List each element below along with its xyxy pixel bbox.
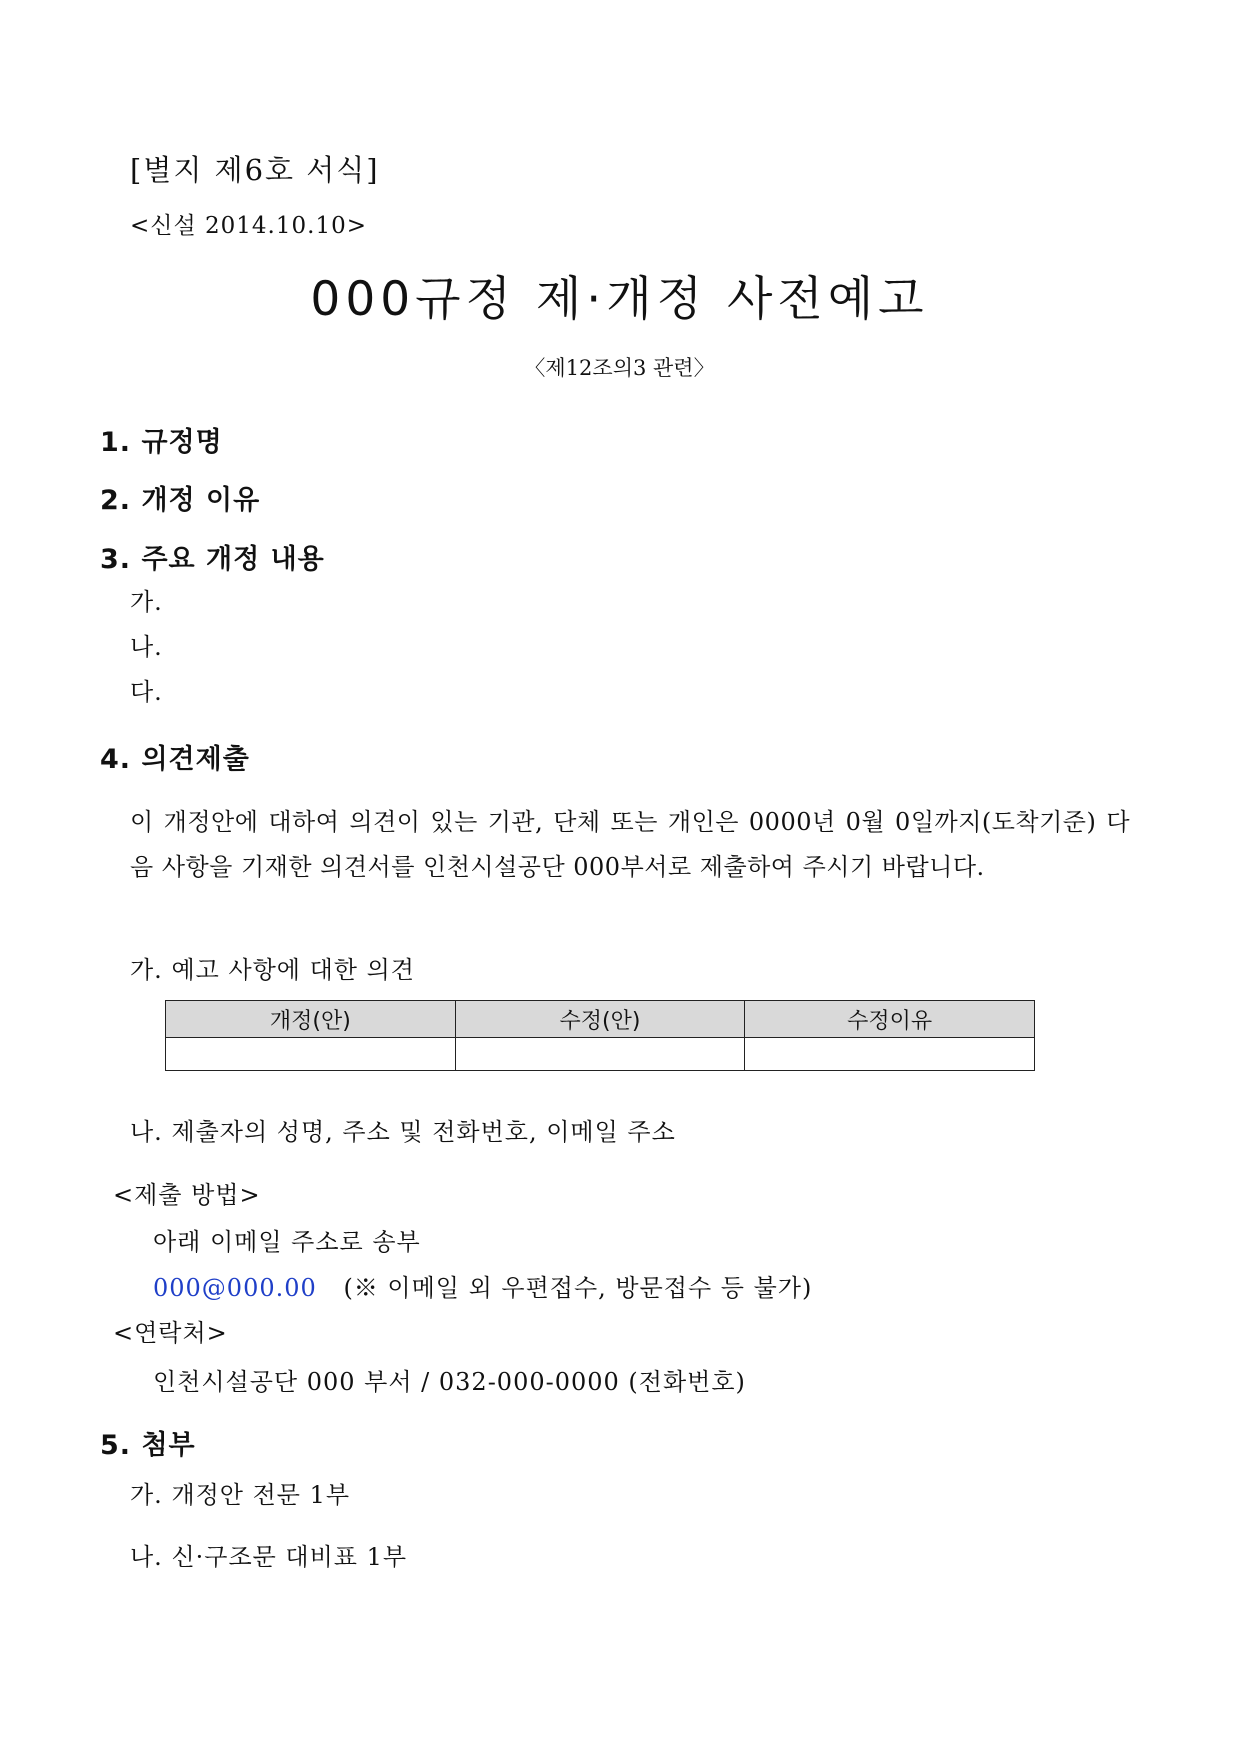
contact-text: 인천시설공단 000 부서 / 032-000-0000 (전화번호) [153, 1368, 746, 1396]
email-link[interactable]: 000@000.00 [153, 1274, 317, 1302]
submit-method-text: 아래 이메일 주소로 송부 [153, 1228, 421, 1256]
table-cell-reason[interactable] [745, 1038, 1035, 1071]
section-3-item-a: 가. [130, 588, 163, 616]
section-2-heading: 2. 개정 이유 [100, 485, 261, 516]
section-4-item-a: 가. 예고 사항에 대한 의견 [130, 956, 415, 984]
contact-label: <연락처> [113, 1319, 228, 1347]
email-note: (※ 이메일 외 우편접수, 방문접수 등 불가) [343, 1274, 813, 1302]
section-1-heading: 1. 규정명 [100, 427, 223, 458]
table-cell-draft[interactable] [166, 1038, 456, 1071]
submit-method-label: <제출 방법> [113, 1181, 261, 1209]
email-line [153, 1268, 812, 1303]
section-5-item-a: 가. 개정안 전문 1부 [130, 1481, 351, 1509]
created-date: <신설 2014.10.10> [130, 213, 367, 239]
page-subtitle: 〈제12조의3 관련〉 [524, 356, 715, 380]
section-3-heading: 3. 주요 개정 내용 [100, 544, 325, 575]
table-cell-revision[interactable] [455, 1038, 745, 1071]
section-4-paragraph: 이 개정안에 대하여 의견이 있는 기관, 단체 또는 개인은 0000년 0월 0일까지(도착기준) 다음 사항을 기재한 의견서를 인천시설공단 000부서로 제출하여 주시기 바랍니다. [130, 808, 1130, 881]
table-header-reason: 수정이유 [745, 1001, 1035, 1038]
section-4-item-b: 나. 제출자의 성명, 주소 및 전화번호, 이메일 주소 [130, 1118, 676, 1146]
section-5-item-b: 나. 신·구조문 대비표 1부 [130, 1543, 408, 1571]
table-header-draft: 개정(안) [166, 1001, 456, 1038]
page-title: 000규정 제·개정 사전예고 [310, 272, 929, 327]
section-3-item-b: 나. [130, 633, 163, 661]
section-3-item-c: 다. [130, 678, 163, 706]
opinion-table [165, 1000, 1035, 1071]
form-number: [별지 제6호 서식] [130, 153, 380, 187]
section-5-heading: 5. 첨부 [100, 1430, 196, 1461]
table-header-revision: 수정(안) [455, 1001, 745, 1038]
section-4-heading: 4. 의견제출 [100, 744, 250, 775]
